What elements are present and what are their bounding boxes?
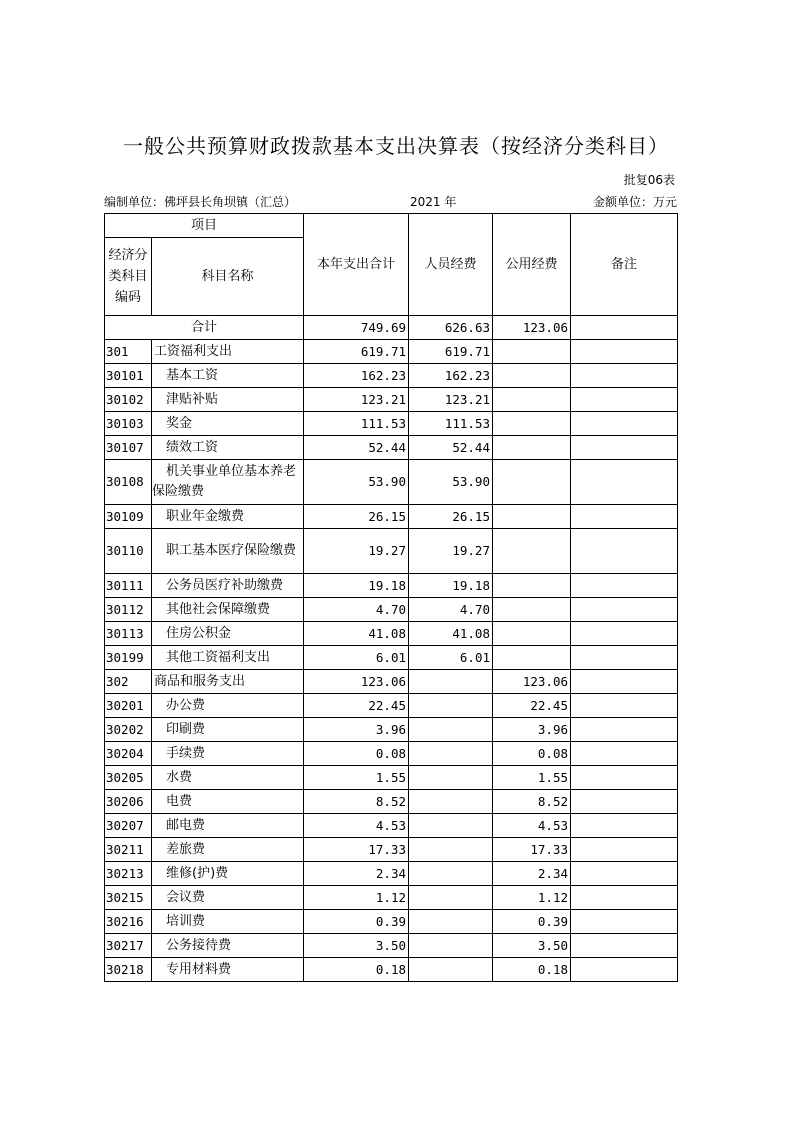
- row-remark: [571, 790, 678, 814]
- row-personnel: [409, 766, 493, 790]
- row-code: 301: [105, 340, 152, 364]
- row-total: 53.90: [304, 460, 409, 505]
- table-row: [105, 838, 678, 862]
- report-year: 2021 年: [410, 195, 457, 209]
- row-public: 2.34: [493, 862, 571, 886]
- row-total: 0.18: [304, 958, 409, 982]
- row-name: 职业年金缴费: [152, 505, 304, 529]
- row-public: 0.08: [493, 742, 571, 766]
- row-name: 其他工资福利支出: [152, 646, 304, 670]
- row-total: 619.71: [304, 340, 409, 364]
- row-personnel: [409, 838, 493, 862]
- row-name: 差旅费: [152, 838, 304, 862]
- row-public: [493, 505, 571, 529]
- row-public: [493, 436, 571, 460]
- row-personnel: [409, 934, 493, 958]
- row-public: 4.53: [493, 814, 571, 838]
- table-row: [105, 412, 678, 436]
- row-remark: [571, 340, 678, 364]
- row-personnel: 123.21: [409, 388, 493, 412]
- row-code: 30206: [105, 790, 152, 814]
- row-total: 19.18: [304, 574, 409, 598]
- row-code: 30213: [105, 862, 152, 886]
- table-row: [105, 694, 678, 718]
- row-code: 30216: [105, 910, 152, 934]
- table-row: [105, 529, 678, 574]
- row-code: 30112: [105, 598, 152, 622]
- row-remark: [571, 529, 678, 574]
- total-label: 合计: [105, 316, 304, 340]
- row-total: 3.50: [304, 934, 409, 958]
- row-personnel: [409, 886, 493, 910]
- row-public: [493, 388, 571, 412]
- row-total: 41.08: [304, 622, 409, 646]
- row-remark: [571, 838, 678, 862]
- header-name: 科目名称: [152, 238, 304, 316]
- row-remark: [571, 364, 678, 388]
- row-total: 2.34: [304, 862, 409, 886]
- total-row: [105, 316, 678, 340]
- table-row: [105, 340, 678, 364]
- row-name: 印刷费: [152, 718, 304, 742]
- total-amount: 749.69: [304, 316, 409, 340]
- table-row: [105, 505, 678, 529]
- row-name: 邮电费: [152, 814, 304, 838]
- compiling-unit: 编制单位：佛坪县长角坝镇（汇总）: [104, 195, 297, 209]
- row-total: 19.27: [304, 529, 409, 574]
- row-public: 0.39: [493, 910, 571, 934]
- row-public: [493, 574, 571, 598]
- row-code: 30113: [105, 622, 152, 646]
- row-code: 30211: [105, 838, 152, 862]
- row-personnel: 162.23: [409, 364, 493, 388]
- table-row: [105, 742, 678, 766]
- row-personnel: 6.01: [409, 646, 493, 670]
- table-row: [105, 718, 678, 742]
- row-personnel: [409, 790, 493, 814]
- row-personnel: 19.18: [409, 574, 493, 598]
- table-row: [105, 766, 678, 790]
- table-row: [105, 388, 678, 412]
- row-name: 津贴补贴: [152, 388, 304, 412]
- row-code: 30108: [105, 460, 152, 505]
- row-total: 3.96: [304, 718, 409, 742]
- row-personnel: 111.53: [409, 412, 493, 436]
- row-name: 办公费: [152, 694, 304, 718]
- row-name: 公务员医疗补助缴费: [152, 574, 304, 598]
- row-remark: [571, 505, 678, 529]
- row-name: 机关事业单位基本养老保险缴费: [152, 460, 304, 505]
- row-name: 电费: [152, 790, 304, 814]
- row-code: 30199: [105, 646, 152, 670]
- table-row: [105, 598, 678, 622]
- row-public: 123.06: [493, 670, 571, 694]
- row-total: 111.53: [304, 412, 409, 436]
- row-code: 30111: [105, 574, 152, 598]
- row-personnel: [409, 718, 493, 742]
- table-row: [105, 910, 678, 934]
- table-row: [105, 364, 678, 388]
- row-public: 1.55: [493, 766, 571, 790]
- row-remark: [571, 670, 678, 694]
- row-total: 22.45: [304, 694, 409, 718]
- row-total: 6.01: [304, 646, 409, 670]
- row-name: 奖金: [152, 412, 304, 436]
- row-name: 工资福利支出: [152, 340, 304, 364]
- row-code: 30101: [105, 364, 152, 388]
- row-remark: [571, 460, 678, 505]
- row-total: 162.23: [304, 364, 409, 388]
- row-name: 水费: [152, 766, 304, 790]
- row-code: 30215: [105, 886, 152, 910]
- row-public: 3.50: [493, 934, 571, 958]
- row-personnel: [409, 670, 493, 694]
- table-row: [105, 790, 678, 814]
- row-remark: [571, 622, 678, 646]
- header-row-1: [105, 214, 678, 238]
- row-personnel: [409, 910, 493, 934]
- row-name: 基本工资: [152, 364, 304, 388]
- row-remark: [571, 934, 678, 958]
- row-personnel: 52.44: [409, 436, 493, 460]
- row-personnel: [409, 958, 493, 982]
- row-code: 30201: [105, 694, 152, 718]
- row-code: 30103: [105, 412, 152, 436]
- table-row: [105, 622, 678, 646]
- row-remark: [571, 574, 678, 598]
- total-public: 123.06: [493, 316, 571, 340]
- row-total: 4.70: [304, 598, 409, 622]
- row-public: [493, 340, 571, 364]
- row-code: 30218: [105, 958, 152, 982]
- header-project: 项目: [105, 214, 304, 238]
- row-name: 公务接待费: [152, 934, 304, 958]
- row-total: 8.52: [304, 790, 409, 814]
- total-remark: [571, 316, 678, 340]
- row-name: 职工基本医疗保险缴费: [152, 529, 304, 574]
- row-public: 1.12: [493, 886, 571, 910]
- row-remark: [571, 598, 678, 622]
- row-public: 0.18: [493, 958, 571, 982]
- row-code: 30110: [105, 529, 152, 574]
- row-remark: [571, 958, 678, 982]
- row-remark: [571, 742, 678, 766]
- row-total: 26.15: [304, 505, 409, 529]
- row-total: 0.39: [304, 910, 409, 934]
- row-public: [493, 529, 571, 574]
- row-public: [493, 412, 571, 436]
- table-row: [105, 862, 678, 886]
- expenditure-table: [104, 213, 678, 982]
- row-code: 30207: [105, 814, 152, 838]
- row-total: 17.33: [304, 838, 409, 862]
- row-personnel: [409, 814, 493, 838]
- row-public: 8.52: [493, 790, 571, 814]
- row-personnel: [409, 742, 493, 766]
- row-remark: [571, 886, 678, 910]
- row-personnel: [409, 862, 493, 886]
- row-personnel: 53.90: [409, 460, 493, 505]
- row-remark: [571, 388, 678, 412]
- doc-number: 批复06表: [623, 173, 675, 187]
- table-row: [105, 436, 678, 460]
- header-total: 本年支出合计: [304, 214, 409, 316]
- row-name: 专用材料费: [152, 958, 304, 982]
- header-remark: 备注: [571, 214, 678, 316]
- table-row: [105, 814, 678, 838]
- header-public: 公用经费: [493, 214, 571, 316]
- row-remark: [571, 436, 678, 460]
- row-personnel: 619.71: [409, 340, 493, 364]
- table-row: [105, 958, 678, 982]
- table-row: [105, 646, 678, 670]
- row-personnel: 4.70: [409, 598, 493, 622]
- row-remark: [571, 646, 678, 670]
- row-remark: [571, 910, 678, 934]
- table-row: [105, 934, 678, 958]
- row-code: 30109: [105, 505, 152, 529]
- row-personnel: 19.27: [409, 529, 493, 574]
- row-total: 0.08: [304, 742, 409, 766]
- row-remark: [571, 814, 678, 838]
- row-name: 住房公积金: [152, 622, 304, 646]
- row-public: [493, 460, 571, 505]
- row-code: 30102: [105, 388, 152, 412]
- row-code: 30217: [105, 934, 152, 958]
- row-public: [493, 598, 571, 622]
- meta-line: [104, 193, 677, 211]
- row-code: 30205: [105, 766, 152, 790]
- row-public: [493, 364, 571, 388]
- row-name: 维修(护)费: [152, 862, 304, 886]
- money-unit: 金额单位：万元: [592, 195, 677, 209]
- row-personnel: [409, 694, 493, 718]
- row-total: 4.53: [304, 814, 409, 838]
- row-remark: [571, 766, 678, 790]
- row-total: 52.44: [304, 436, 409, 460]
- row-name: 培训费: [152, 910, 304, 934]
- row-personnel: 26.15: [409, 505, 493, 529]
- row-public: 3.96: [493, 718, 571, 742]
- table-row: [105, 886, 678, 910]
- row-personnel: 41.08: [409, 622, 493, 646]
- row-remark: [571, 862, 678, 886]
- row-name: 会议费: [152, 886, 304, 910]
- row-total: 1.12: [304, 886, 409, 910]
- row-public: 22.45: [493, 694, 571, 718]
- table-row: [105, 670, 678, 694]
- row-total: 1.55: [304, 766, 409, 790]
- table-row: [105, 460, 678, 505]
- row-total: 123.06: [304, 670, 409, 694]
- header-code: 经济分类科目编码: [105, 238, 152, 316]
- row-public: [493, 646, 571, 670]
- row-name: 其他社会保障缴费: [152, 598, 304, 622]
- row-remark: [571, 412, 678, 436]
- row-name: 商品和服务支出: [152, 670, 304, 694]
- row-remark: [571, 694, 678, 718]
- row-name: 绩效工资: [152, 436, 304, 460]
- page-title: 一般公共预算财政拨款基本支出决算表（按经济分类科目）: [123, 134, 669, 158]
- row-code: 302: [105, 670, 152, 694]
- header-personnel: 人员经费: [409, 214, 493, 316]
- row-name: 手续费: [152, 742, 304, 766]
- row-public: 17.33: [493, 838, 571, 862]
- row-total: 123.21: [304, 388, 409, 412]
- row-code: 30107: [105, 436, 152, 460]
- row-code: 30204: [105, 742, 152, 766]
- total-personnel: 626.63: [409, 316, 493, 340]
- row-code: 30202: [105, 718, 152, 742]
- row-public: [493, 622, 571, 646]
- row-remark: [571, 718, 678, 742]
- table-row: [105, 574, 678, 598]
